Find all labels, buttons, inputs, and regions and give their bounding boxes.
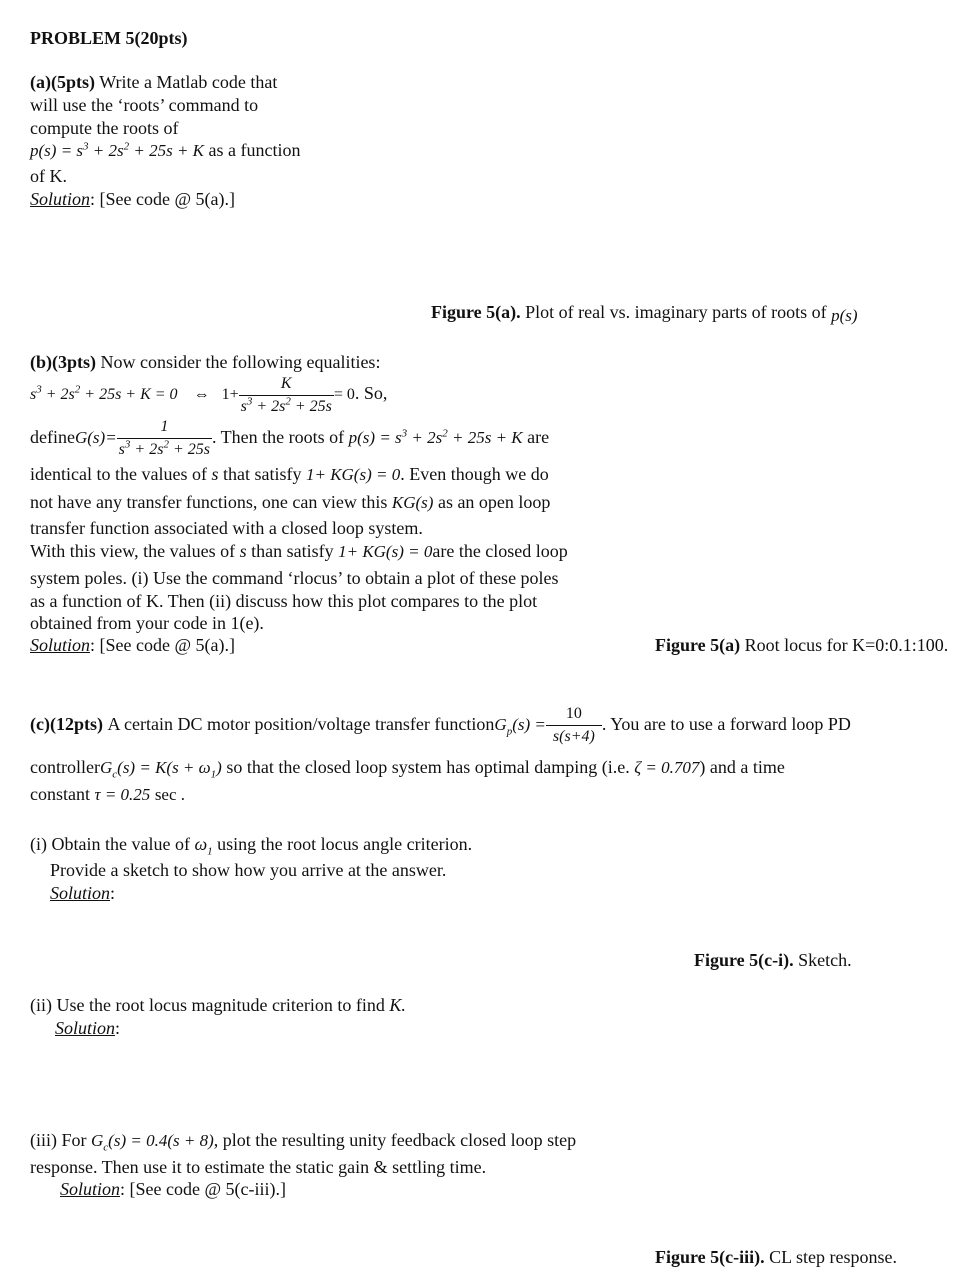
figure-label: Figure 5(a) (655, 635, 741, 655)
part-ci-line-2: Provide a sketch to show how you arrive at the answer. (50, 860, 447, 880)
figure-label: Figure 5(a). (431, 302, 521, 322)
const-2: sec . (154, 785, 186, 804)
var-s: s (211, 464, 219, 484)
cii-k: K. (389, 995, 406, 1015)
figure-5ciii-caption (655, 1246, 897, 1269)
figure-5ci-caption (694, 949, 852, 972)
problem-title: PROBLEM 5(20pts) (30, 28, 188, 48)
part-b-obt-line: obtained from your code in 1(e). (30, 613, 264, 633)
part-c-intro: A certain DC motor position/voltage transfer function (107, 714, 495, 734)
part-ciii-line-1 (30, 1129, 576, 1152)
identical-2: that satisfy (222, 464, 302, 484)
identical-1: identical to the values of (30, 464, 207, 484)
figure-text: Plot of real vs. imaginary parts of roots of (525, 302, 827, 322)
part-cii-solution (55, 1017, 120, 1040)
fraction-g-den: $s^3 + 2s^2 + 25s$ (118, 438, 210, 458)
g-of-s: G(s)= (74, 427, 117, 447)
part-a-label: (a)(5pts) (30, 72, 95, 92)
part-a-line-1 (30, 71, 277, 94)
part-b-with-line (30, 540, 568, 563)
gp-of-s: $G_p(s)$ = (494, 715, 546, 738)
one-plus: 1+ (221, 386, 239, 403)
gc-value-equation: $G_c(s) = 0.4(s + 8)$ (91, 1131, 214, 1154)
gc-equation: $G_c(s) = K(s + \omega_1)$ (99, 758, 222, 781)
part-c-line-2 (30, 756, 785, 779)
ci-1a: (i) Obtain the value of (30, 834, 190, 854)
with-2: than satisfy (251, 541, 334, 561)
cii-1: (ii) Use the root locus magnitude criterion to find (30, 995, 385, 1015)
ctrl-1: controller (30, 757, 100, 777)
with-1: With this view, the values of (30, 541, 236, 561)
fraction-k (239, 374, 334, 417)
char-equation: $s^3 + 2s^2 + 25s + K = 0$ (30, 383, 178, 403)
part-a-line-4 (30, 139, 301, 162)
solution-text: : (110, 883, 116, 903)
equals-zero: = 0 (333, 386, 355, 403)
fraction-gp-num: 10 (565, 705, 582, 723)
part-c-label: (c)(12pts) (30, 714, 103, 734)
part-ciii-solution (60, 1178, 286, 1201)
var-s-2: s (239, 541, 247, 561)
figure-text: Sketch. (798, 950, 852, 970)
part-b-sys-line: system poles. (i) Use the command ‘rlocus’ to obtain a plot of these poles (30, 568, 559, 588)
part-b-equation-line (30, 371, 387, 417)
eq-1kg: 1+ KG(s) = 0 (305, 465, 401, 484)
solution-text: : [See code @ 5(a).] (90, 189, 236, 209)
kg-s: KG(s) (391, 493, 434, 512)
part-ci-solution (50, 882, 115, 905)
solution-text: : (115, 1018, 121, 1038)
identical-3: . Even though we do (400, 464, 549, 484)
omega-1: $\omega_1$ (194, 834, 213, 858)
figure-text: Root locus for K=0:0.1:100. (744, 635, 949, 655)
part-a-text-1: Write a Matlab code that (99, 72, 278, 92)
part-b-tf-line: transfer function associated with a closed loop system. (30, 518, 423, 538)
part-a-line-2: will use the ‘roots’ command to (30, 95, 259, 115)
fraction-gp-den: s(s+4) (546, 725, 602, 747)
view-2: as an open loop (437, 492, 551, 512)
figure-text: CL step response. (769, 1247, 897, 1267)
const-1: constant (30, 784, 90, 804)
fraction-g-num: 1 (160, 418, 169, 435)
part-b-label: (b)(3pts) (30, 352, 96, 372)
tau-equation: τ = 0.25 (94, 785, 151, 804)
part-b-view-line (30, 491, 550, 514)
part-a-solution (30, 188, 235, 211)
part-c-intro-2: . You are to use a forward loop PD (601, 714, 851, 734)
part-a-line-5: of K. (30, 166, 67, 186)
part-c-line-1 (30, 700, 851, 747)
fraction-k-num: K (280, 374, 292, 392)
solution-text: : [See code @ 5(a).] (90, 635, 236, 655)
part-b-func-line: as a function of K. Then (ii) discuss how this plot compares to the plot (30, 591, 538, 611)
part-a-poly-suffix: as a function (208, 140, 301, 160)
iff-symbol: ⇔ (193, 386, 210, 403)
fraction-gp (546, 704, 602, 747)
part-b-solution (30, 634, 235, 657)
part-c-line-3 (30, 783, 185, 806)
solution-label: Solution (30, 635, 91, 655)
solution-label: Solution (60, 1179, 121, 1199)
eq-1kg-2: 1+ KG(s) = 0 (338, 542, 433, 561)
solution-label: Solution (55, 1018, 116, 1038)
solution-text: : [See code @ 5(c-iii).] (120, 1179, 287, 1199)
part-b-define: define (30, 426, 75, 447)
ctrl-3: ) and a time (699, 757, 785, 777)
ci-1b: using the root locus angle criterion. (217, 834, 473, 854)
poly-eq-b: $p(s) = s^3 + 2s^2 + 25s + K$ (348, 426, 523, 447)
zeta-equation: ζ = 0.707 (634, 758, 700, 777)
solution-label: Solution (50, 883, 111, 903)
solution-label: Solution (30, 189, 91, 209)
ctrl-2: so that the closed loop system has optimal damping (i.e. (226, 757, 630, 777)
part-ci-line-1 (30, 833, 472, 856)
part-b-so: . So, (354, 383, 388, 403)
fraction-g (117, 417, 212, 460)
poly-equation: $p(s) = s^3 + 2s^2 + 25s + K$ (30, 140, 205, 160)
part-b-identical-line (30, 463, 549, 486)
figure-math: p(s) (831, 306, 858, 325)
figure-label: Figure 5(c-iii). (655, 1247, 765, 1267)
part-b-intro: Now consider the following equalities: (100, 352, 381, 372)
view-1: not have any transfer functions, one can view this (30, 492, 388, 512)
part-cii-line-1 (30, 994, 406, 1017)
figure-5a-rl-caption (655, 634, 948, 657)
part-b-define-line (30, 417, 549, 460)
part-ciii-line-2: response. Then use it to estimate the static gain & settling time. (30, 1157, 487, 1177)
figure-label: Figure 5(c-i). (694, 950, 794, 970)
ciii-1a: (iii) For (30, 1130, 87, 1150)
part-b-are: are (527, 426, 550, 447)
with-3: are the closed loop (432, 541, 568, 561)
part-b-then: . Then the roots of (211, 426, 345, 447)
part-a-line-3: compute the roots of (30, 118, 179, 138)
figure-5a-caption (431, 301, 858, 324)
ciii-1b: , plot the resulting unity feedback closed loop step (213, 1130, 577, 1150)
fraction-k-den: $s^3 + 2s^2 + 25s$ (240, 395, 332, 415)
